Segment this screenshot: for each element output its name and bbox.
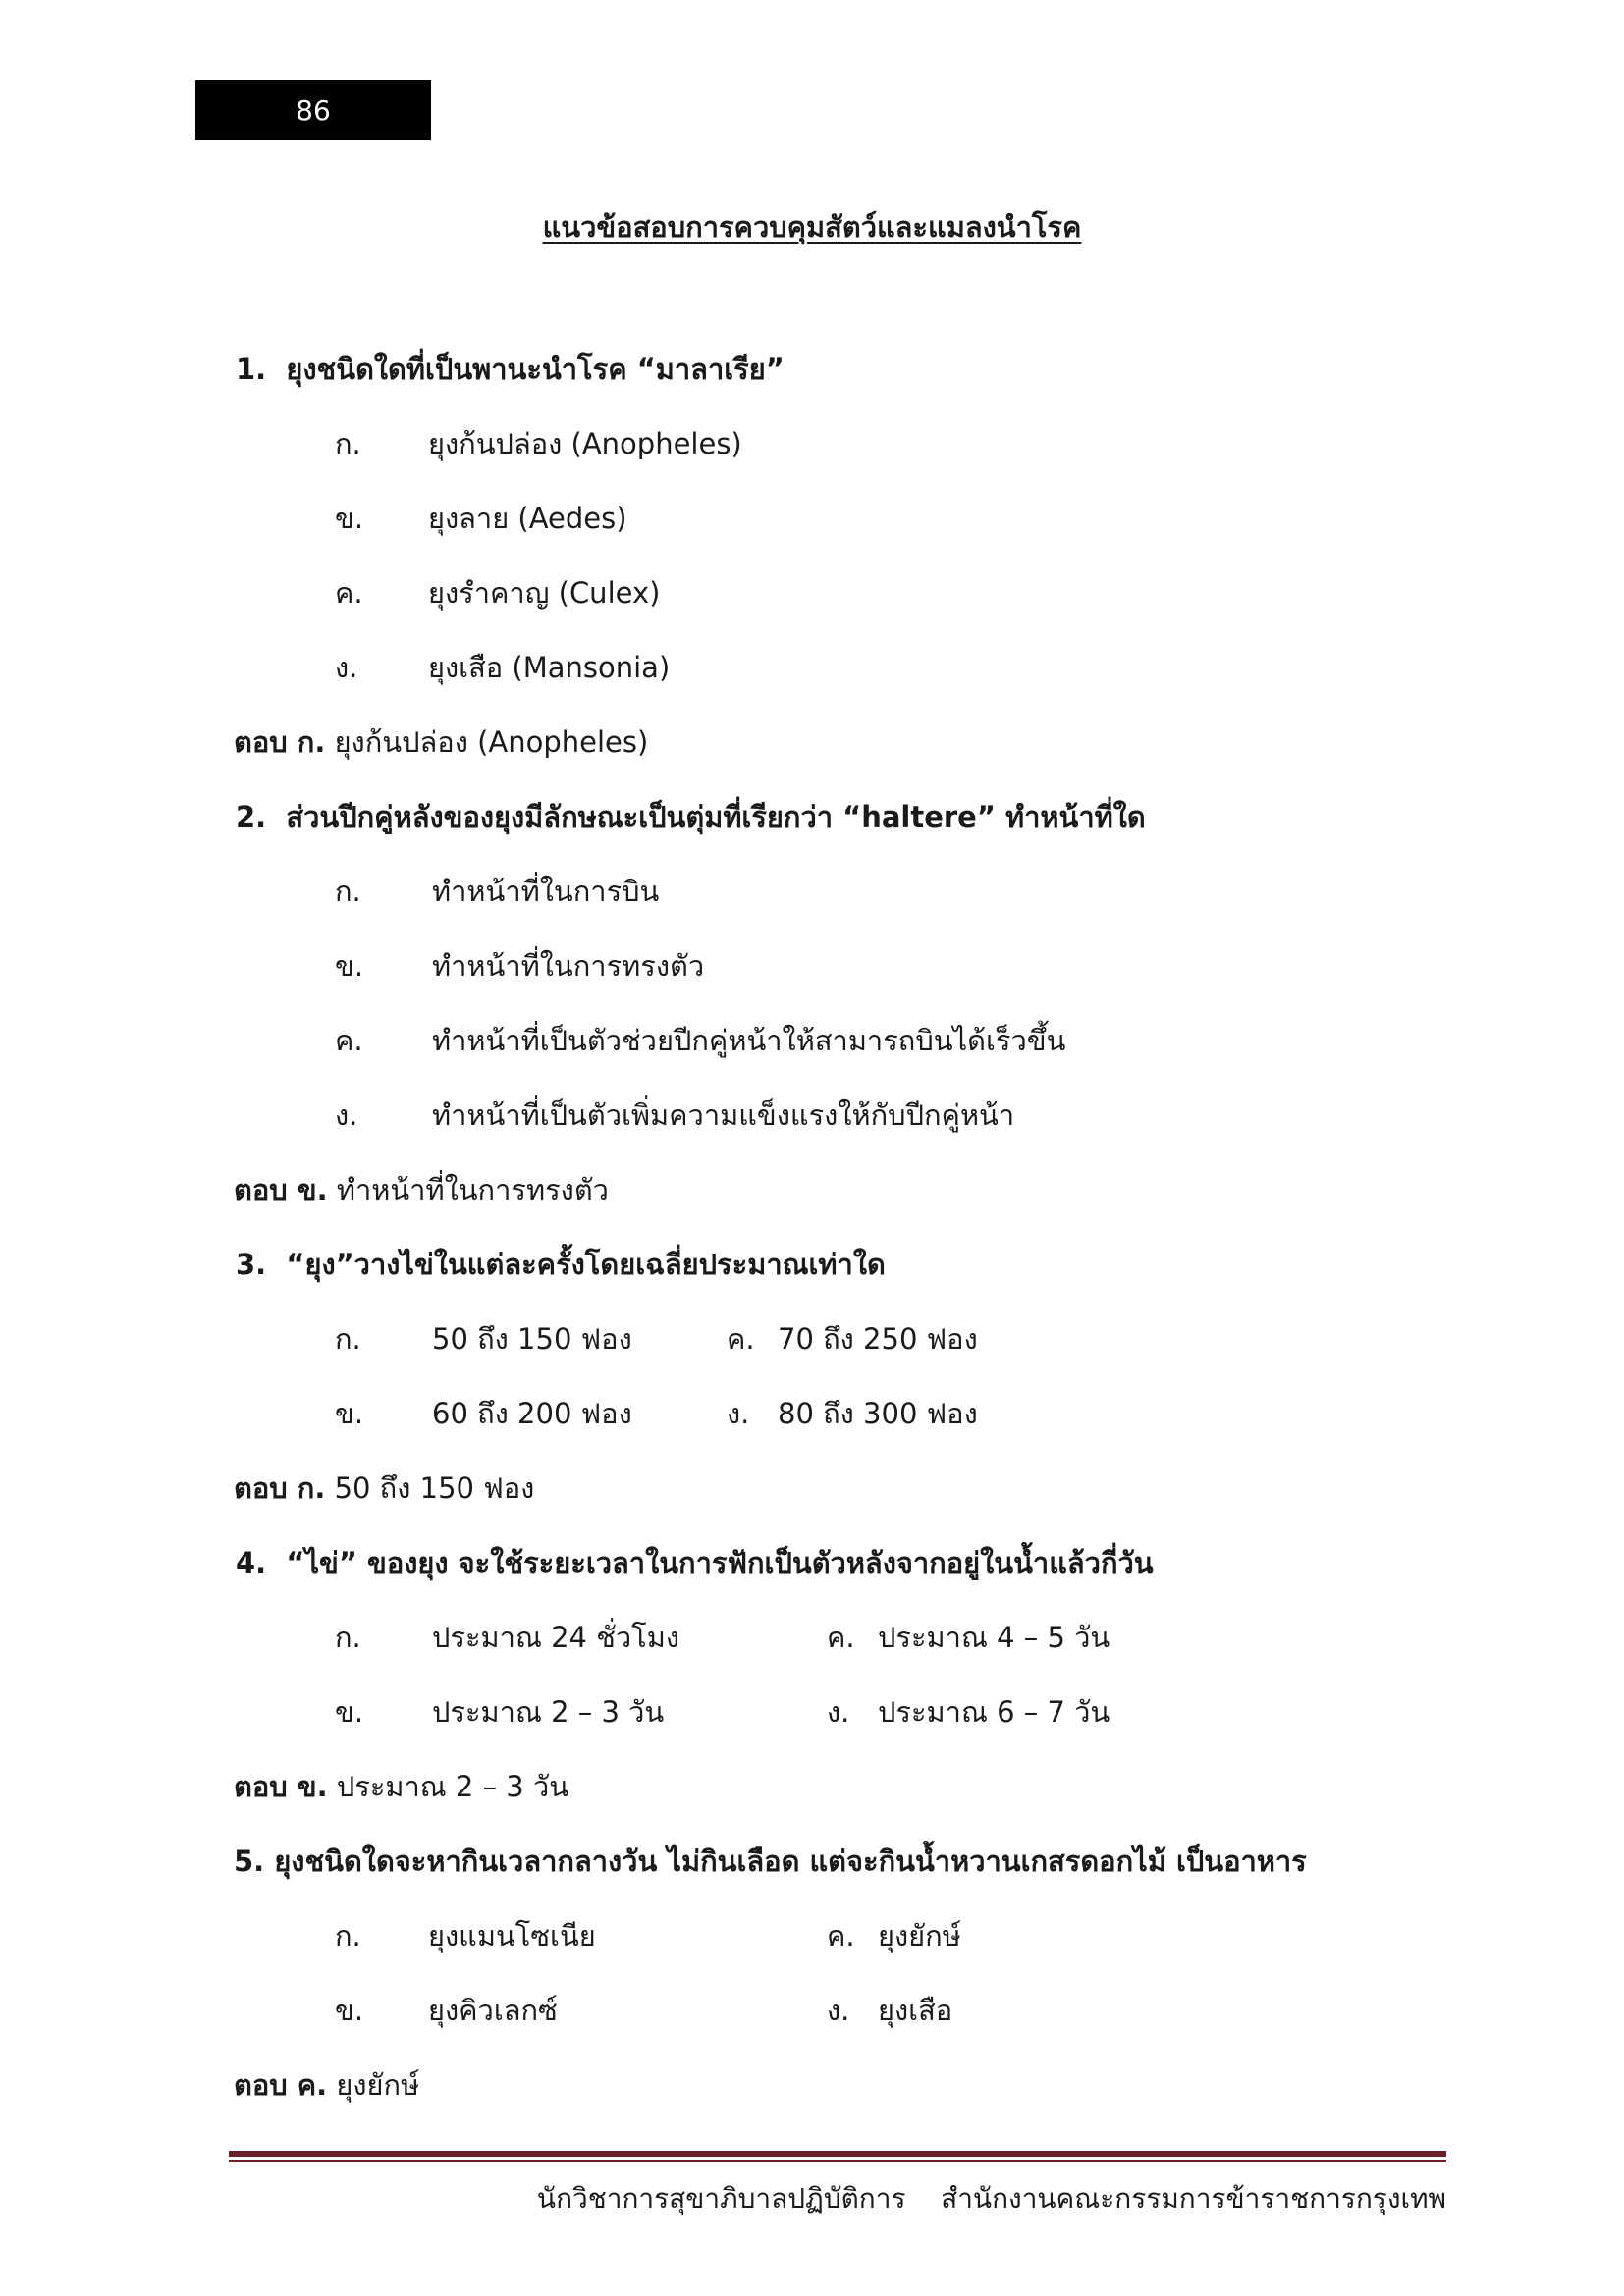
- option-label: ข.: [335, 502, 364, 535]
- option-label: ข.: [335, 949, 364, 983]
- option-text: ยุงคิวเลกซ์: [428, 1994, 558, 2027]
- option-text: ยุงลาย (Aedes): [428, 502, 627, 535]
- option-text: ประมาณ 2 – 3 วัน: [432, 1695, 665, 1729]
- question-number: 2.: [236, 800, 267, 833]
- question-text: ยุงชนิดใดที่เป็นพานะนำโรค “มาลาเรีย”: [286, 352, 785, 386]
- option-label: ง.: [827, 1994, 850, 2027]
- option-text: ยุงรำคาญ (Culex): [428, 576, 661, 610]
- footer: [229, 2177, 1446, 2220]
- option-label: ก.: [335, 1621, 361, 1654]
- question-text: “ไข่” ของยุง จะใช้ระยะเวลาในการฟักเป็นตัวหลังจากอยู่ในน้ำแล้วกี่วัน: [286, 1546, 1154, 1579]
- footer-organization: สำนักงานคณะกรรมการข้าราชการกรุงเทพ: [941, 2182, 1446, 2215]
- page-title: แนวข้อสอบการควบคุมสัตว์และแมลงนำโรค: [542, 210, 1082, 243]
- option-label: ง.: [827, 1695, 850, 1729]
- footer-rule-thin: [229, 2160, 1446, 2162]
- option-label: ข.: [335, 1994, 364, 2027]
- option-text: ประมาณ 24 ชั่วโมง: [432, 1621, 680, 1654]
- answer-text: ทำหน้าที่ในการทรงตัว: [336, 1173, 609, 1206]
- option-text: ยุงแมนโซเนีย: [428, 1919, 596, 1952]
- question-5: [234, 1842, 1307, 1881]
- answer-label: ตอบ ข.: [234, 1173, 328, 1206]
- page-number-box: [195, 80, 431, 140]
- question-text: “ยุง”วางไข่ในแต่ละครั้งโดยเฉลี่ยประมาณเท่าใด: [286, 1248, 886, 1281]
- option-text: ทำหน้าที่ในการทรงตัว: [432, 949, 705, 983]
- option-text: ทำหน้าที่ในการบิน: [432, 875, 660, 908]
- option-label: ค.: [727, 1322, 755, 1356]
- option-label: ก.: [335, 427, 361, 460]
- option-text: 50 ถึง 150 ฟอง: [432, 1322, 632, 1356]
- option-label: ก.: [335, 875, 361, 908]
- question-2: [236, 797, 1146, 836]
- question-4: [236, 1543, 1154, 1582]
- option-label: ค.: [827, 1621, 855, 1654]
- question-3: [236, 1245, 886, 1284]
- option-label: ก.: [335, 1919, 361, 1952]
- option-label: ง.: [727, 1397, 750, 1430]
- option-text: 80 ถึง 300 ฟอง: [778, 1397, 978, 1430]
- option-label: ค.: [827, 1919, 855, 1952]
- answer-text: ประมาณ 2 – 3 วัน: [336, 1770, 569, 1803]
- option-label: ค.: [335, 1024, 363, 1057]
- option-text: ทำหน้าที่เป็นตัวเพิ่มความแข็งแรงให้กับปีกคู่หน้า: [432, 1098, 1015, 1132]
- option-text: ประมาณ 6 – 7 วัน: [878, 1695, 1110, 1729]
- footer-position: นักวิชาการสุขาภิบาลปฏิบัติการ: [536, 2182, 906, 2215]
- option-label: ค.: [335, 576, 363, 610]
- answer-label: ตอบ ข.: [234, 1770, 328, 1803]
- option-text: 70 ถึง 250 ฟอง: [778, 1322, 978, 1356]
- option-label: ง.: [335, 651, 358, 684]
- option-label: ก.: [335, 1322, 361, 1356]
- option-text: ยุงยักษ์: [878, 1919, 961, 1952]
- option-text: ยุงเสือ: [878, 1994, 953, 2027]
- page-number: 86: [296, 94, 331, 127]
- answer-5: [234, 2065, 419, 2105]
- answer-1: [234, 722, 648, 762]
- option-label: ข.: [335, 1695, 364, 1729]
- answer-3: [234, 1468, 534, 1508]
- answer-text: 50 ถึง 150 ฟอง: [334, 1471, 535, 1505]
- question-number: 3.: [236, 1248, 267, 1281]
- answer-text: ยุงยักษ์: [336, 2068, 420, 2102]
- option-label: ง.: [335, 1098, 358, 1132]
- answer-label: ตอบ ค.: [234, 2068, 328, 2102]
- option-text: 60 ถึง 200 ฟอง: [432, 1397, 632, 1430]
- question-1: [236, 349, 785, 389]
- question-number: 5.: [234, 1844, 265, 1878]
- question-text: ส่วนปีกคู่หลังของยุงมีลักษณะเป็นตุ่มที่เรียกว่า “haltere” ทำหน้าที่ใด: [286, 800, 1146, 833]
- answer-2: [234, 1170, 609, 1209]
- answer-label: ตอบ ก.: [234, 725, 326, 759]
- option-text: ทำหน้าที่เป็นตัวช่วยปีกคู่หน้าให้สามารถบินได้เร็วขึ้น: [432, 1024, 1066, 1057]
- answer-text: ยุงก้นปล่อง (Anopheles): [334, 725, 649, 759]
- footer-rule: [229, 2151, 1446, 2157]
- option-label: ข.: [335, 1397, 364, 1430]
- option-text: ประมาณ 4 – 5 วัน: [878, 1621, 1110, 1654]
- answer-4: [234, 1767, 568, 1806]
- question-text: ยุงชนิดใดจะหากินเวลากลางวัน ไม่กินเลือด แต่จะกินน้ำหวานเกสรดอกไม้ เป็นอาหาร: [274, 1844, 1307, 1878]
- question-number: 4.: [236, 1546, 267, 1579]
- question-number: 1.: [236, 352, 267, 386]
- option-text: ยุงเสือ (Mansonia): [428, 651, 671, 684]
- answer-label: ตอบ ก.: [234, 1471, 326, 1505]
- option-text: ยุงก้นปล่อง (Anopheles): [428, 427, 742, 460]
